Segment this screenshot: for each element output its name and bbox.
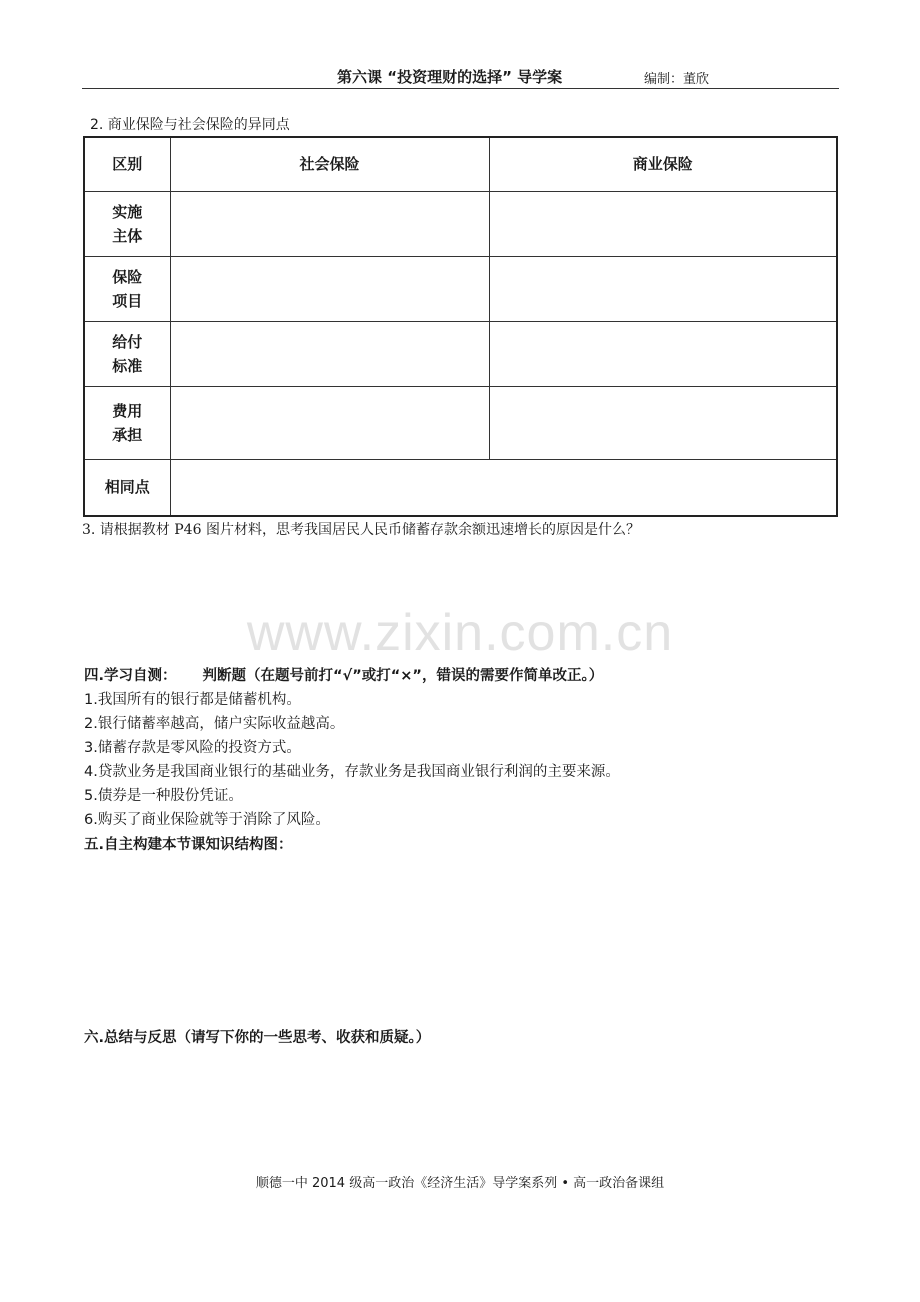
- answer-cell[interactable]: [489, 386, 837, 459]
- answer-cell[interactable]: [489, 191, 837, 256]
- table-row: [84, 459, 837, 516]
- table-row: [84, 386, 837, 459]
- table-header-row: [84, 137, 837, 191]
- page-footer: 顺德一中 2014 级高一政治《经济生活》导学案系列 • 高一政治备课组: [255, 1176, 665, 1191]
- row-label-line: 项目: [112, 291, 143, 310]
- header-cell-commercial-insurance: 商业保险: [489, 137, 837, 191]
- section-5-heading: 五.自主构建本节课知识结构图：: [84, 837, 293, 853]
- list-item: 3.储蓄存款是零风险的投资方式。: [84, 740, 301, 756]
- header-cell-social-insurance: 社会保险: [170, 137, 489, 191]
- row-label-implementing-body: [84, 191, 170, 256]
- row-label-line: 实施: [112, 202, 143, 221]
- row-label-cost-bearing: [84, 386, 170, 459]
- answer-cell[interactable]: [489, 321, 837, 386]
- answer-cell[interactable]: [170, 256, 489, 321]
- answer-cell[interactable]: [489, 256, 837, 321]
- author-label: 编制：董欣: [644, 72, 710, 87]
- row-label-line: 标准: [112, 356, 143, 375]
- answer-cell[interactable]: [170, 321, 489, 386]
- page-header: [82, 66, 839, 89]
- table-row: [84, 321, 837, 386]
- header-cell-category: 区别: [84, 137, 170, 191]
- comparison-table: [83, 136, 838, 517]
- table-row: [84, 256, 837, 321]
- section-4-subtitle: 判断题（在题号前打“√”或打“×”，错误的需要作简单改正。）: [202, 668, 604, 684]
- row-label-insurance-items: [84, 256, 170, 321]
- answer-cell[interactable]: [170, 191, 489, 256]
- section-6-heading: 六.总结与反思（请写下你的一些思考、收获和质疑。）: [84, 1030, 431, 1046]
- true-false-list: [84, 688, 620, 832]
- list-item: 1.我国所有的银行都是储蓄机构。: [84, 692, 301, 708]
- list-item: 2.银行储蓄率越高，储户实际收益越高。: [84, 716, 345, 732]
- section-4-heading: [84, 664, 603, 685]
- list-item: 6.购买了商业保险就等于消除了风险。: [84, 812, 330, 828]
- table-row: [84, 191, 837, 256]
- question-3: 3. 请根据教材 P46 图片材料，思考我国居民人民币储蓄存款余额迅速增长的原因是什么？: [82, 522, 640, 538]
- row-label-line: 给付: [112, 332, 143, 351]
- row-label-line: 主体: [112, 226, 143, 245]
- row-label-payment-standard: [84, 321, 170, 386]
- answer-cell[interactable]: [170, 386, 489, 459]
- row-label-line: 保险: [112, 267, 143, 286]
- answer-cell-similarities[interactable]: [170, 459, 837, 516]
- question-2: 2. 商业保险与社会保险的异同点: [90, 117, 290, 133]
- list-item: 4.贷款业务是我国商业银行的基础业务，存款业务是我国商业银行利润的主要来源。: [84, 764, 620, 780]
- list-item: 5.债券是一种股份凭证。: [84, 788, 243, 804]
- row-label-line: 费用: [112, 401, 143, 420]
- section-4-title: 四.学习自测：: [84, 668, 177, 684]
- lesson-title: 第六课 “投资理财的选择” 导学案: [337, 68, 563, 86]
- row-label-line: 承担: [112, 425, 143, 444]
- row-label-similarities: 相同点: [84, 459, 170, 516]
- watermark: www.zixin.com.cn: [246, 604, 674, 662]
